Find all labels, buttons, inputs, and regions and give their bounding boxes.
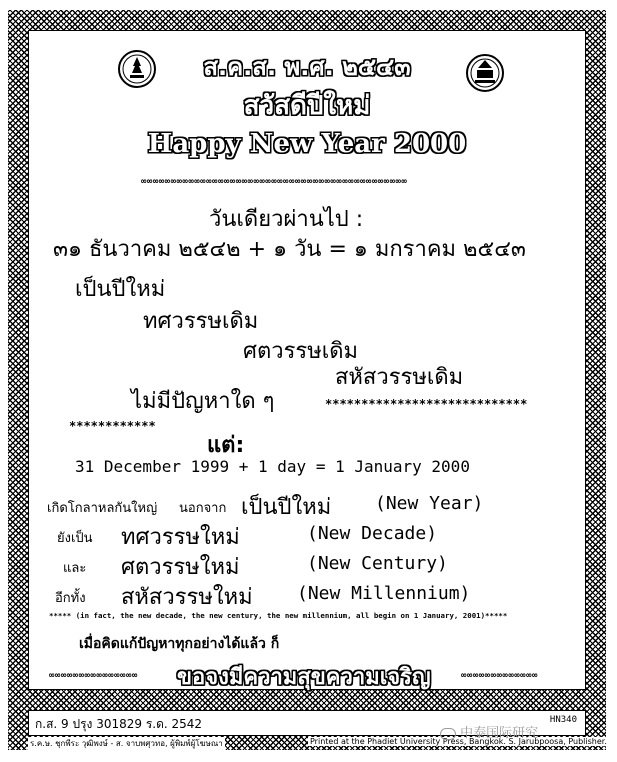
- row2-english: (New Decade): [307, 523, 438, 544]
- patterned-border: [8, 10, 606, 750]
- closing-line: เมื่อคิดแก้ปัญหาทุกอย่างได้แล้ว ก็: [79, 636, 280, 652]
- wish-line: ขอจงมีความสุขความเจริญ: [177, 665, 431, 690]
- clarification-note: ***** (in fact, the new decade, the new century, the new millennium, all begin on 1 January, 2001)*****: [49, 611, 508, 620]
- no-problem-line: ไม่มีปัญหาใด ๆ: [131, 389, 275, 414]
- row3-thai: ศตวรรษใหม่: [121, 555, 240, 580]
- old-decade-line: ทศวรรษเดิม: [143, 309, 259, 334]
- watermark-text: 中泰国际研究: [460, 726, 539, 741]
- row4-english: (New Millennium): [297, 583, 471, 604]
- stars-long: ****************************: [325, 397, 528, 411]
- row2-thai: ทศวรรษใหม่: [121, 525, 240, 550]
- row4-thai: สหัสวรรษใหม่: [121, 585, 253, 610]
- english-title: Happy New Year 2000: [147, 129, 467, 159]
- row1-thai: เป็นปีใหม่: [241, 495, 332, 520]
- wechat-icon: [440, 728, 456, 740]
- printer-credit-left: ร.ค.ษ. ชุกพีระ วุฒิพงษ์ - ส. จาบพศุวทอ, ผู้พิมพ์ผู้โฆษณา: [30, 739, 223, 748]
- row1-prefix: เกิดโกลาหลกันใหญ่: [47, 501, 158, 516]
- english-equation: 31 December 1999 + 1 day = 1 January 2000: [75, 457, 470, 476]
- card-panel: [28, 30, 586, 690]
- but-line: แต่:: [207, 433, 245, 458]
- row2-prefix: ยังเป็น: [57, 531, 93, 546]
- dot-divider-left: ∞∞∞∞∞∞∞∞∞∞∞∞∞∞∞: [49, 671, 138, 681]
- row3-prefix: และ: [63, 561, 87, 576]
- row1-mid: นอกจาก: [179, 501, 227, 516]
- thai-equation: ๓๑ ธันวาคม ๒๕๔๒ + ๑ วัน = ๑ มกราคม ๒๕๔๓: [53, 237, 526, 262]
- row4-prefix: อีกทั้ง: [55, 591, 86, 606]
- old-millennium-line: สหัสวรรษเดิม: [335, 365, 464, 390]
- thai-title: สวัสดีปีใหม่: [243, 91, 371, 121]
- intro-line: วันเดียวผ่านไป :: [209, 207, 364, 232]
- permit-number: ก.ส. 9 ปรุง 301829 ร.ด. 2542: [35, 717, 203, 731]
- dot-divider-right: ∞∞∞∞∞∞∞∞∞∞∞∞∞: [461, 671, 538, 681]
- row1-english: (New Year): [375, 493, 484, 514]
- printer-credit-right: Printed at the Phadiet University Press, Bangkok. S. Jarubpoosa, Publisher.: [310, 737, 607, 746]
- row3-english: (New Century): [307, 553, 448, 574]
- dot-divider-top: ∞∞∞∞∞∞∞∞∞∞∞∞∞∞∞∞∞∞∞∞∞∞∞∞∞∞∞∞∞∞∞∞∞∞∞∞∞∞∞∞∞∞∞∞∞: [141, 177, 408, 187]
- stars-short: ************: [69, 419, 156, 433]
- thai-year-heading: ส.ค.ส. พ.ศ. ๒๕๔๓: [203, 53, 411, 81]
- old-century-line: ศตวรรษเดิม: [243, 339, 359, 364]
- card-code: HN340: [549, 715, 577, 725]
- new-year-line: เป็นปีใหม่: [75, 277, 166, 302]
- watermark: [440, 722, 538, 741]
